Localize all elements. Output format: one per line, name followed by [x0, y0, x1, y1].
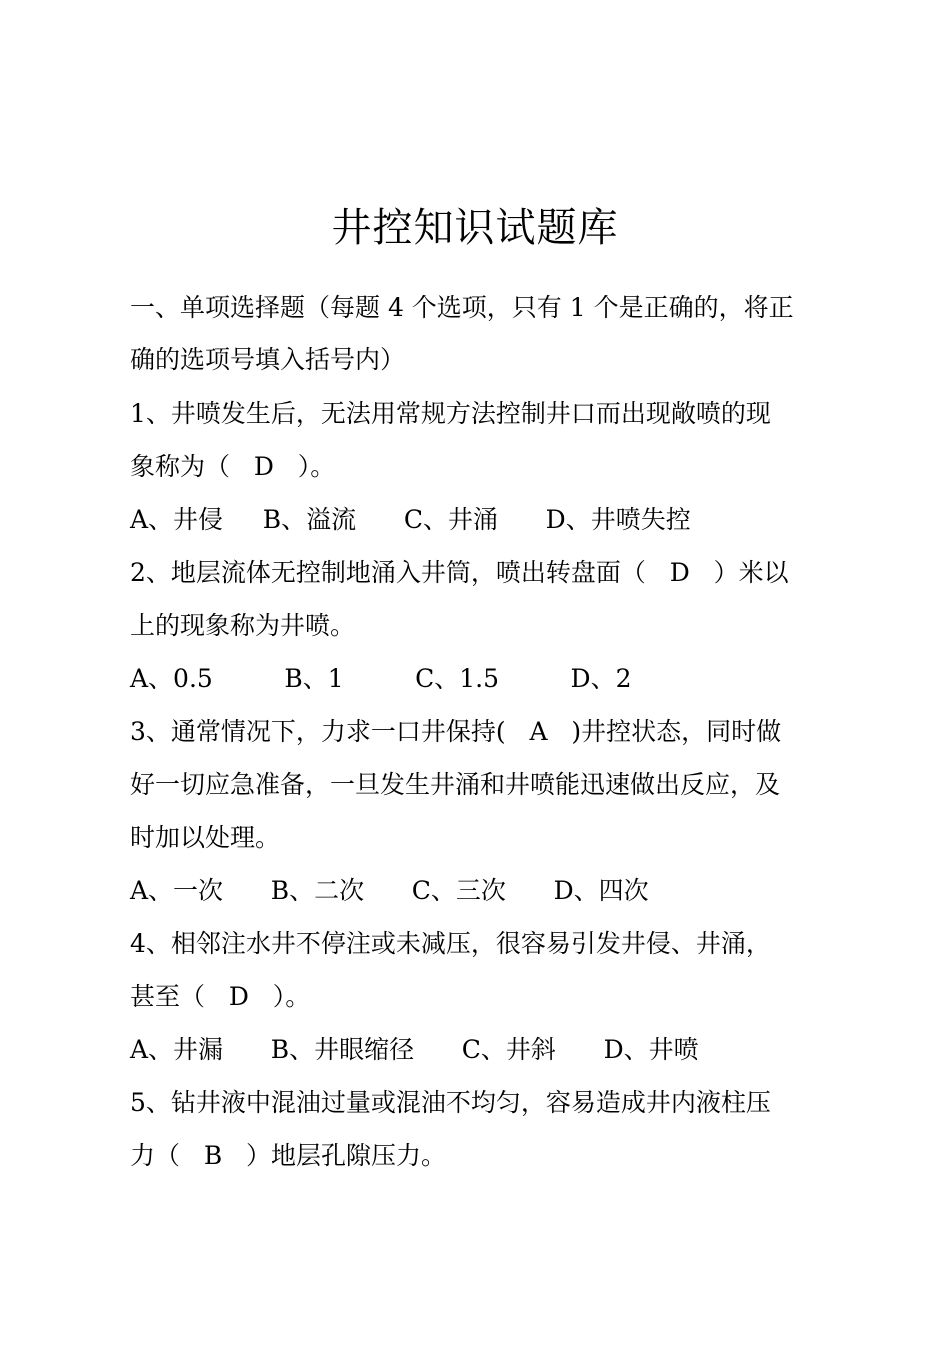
question-3-stem-line-2: 好一切应急准备，一旦发生井涌和井喷能迅速做出反应，及	[130, 770, 781, 799]
question-5-stem-line-2: 力（ B ）地层孔隙压力。	[130, 1141, 447, 1170]
question-5-stem-line-1: 5、钻井液中混油过量或混油不均匀，容易造成井内液柱压	[130, 1088, 771, 1117]
question-1-options: A、井侵 B、溢流 C、井涌 D、井喷失控	[130, 505, 691, 534]
question-2-stem-line-1: 2、地层流体无控制地涌入井筒，喷出转盘面（ D ）米以	[130, 558, 789, 587]
section-heading-line-1: 一、单项选择题（每题 4 个选项，只有 1 个是正确的，将正	[130, 293, 794, 322]
question-2-options: A、0.5 B、1 C、1.5 D、2	[130, 664, 632, 693]
question-1-stem-line-2: 象称为（ D ）。	[130, 452, 336, 481]
question-4-stem-line-1: 4、相邻注水井不停注或未减压，很容易引发井侵、井涌，	[130, 929, 771, 958]
question-4-options: A、井漏 B、井眼缩径 C、井斜 D、井喷	[130, 1035, 699, 1064]
question-4-stem-line-2: 甚至（ D ）。	[130, 982, 311, 1011]
question-3-stem-line-1: 3、通常情况下，力求一口井保持( A )井控状态，同时做	[130, 717, 782, 746]
question-2-stem-line-2: 上的现象称为井喷。	[130, 611, 356, 640]
question-1-stem-line-1: 1、井喷发生后，无法用常规方法控制井口而出现敞喷的现	[130, 399, 771, 428]
section-heading-line-2: 确的选项号填入括号内）	[130, 345, 406, 374]
question-3-stem-line-3: 时加以处理。	[130, 823, 281, 852]
document-title: 井控知识试题库	[331, 205, 619, 251]
question-3-options: A、一次 B、二次 C、三次 D、四次	[130, 876, 649, 905]
